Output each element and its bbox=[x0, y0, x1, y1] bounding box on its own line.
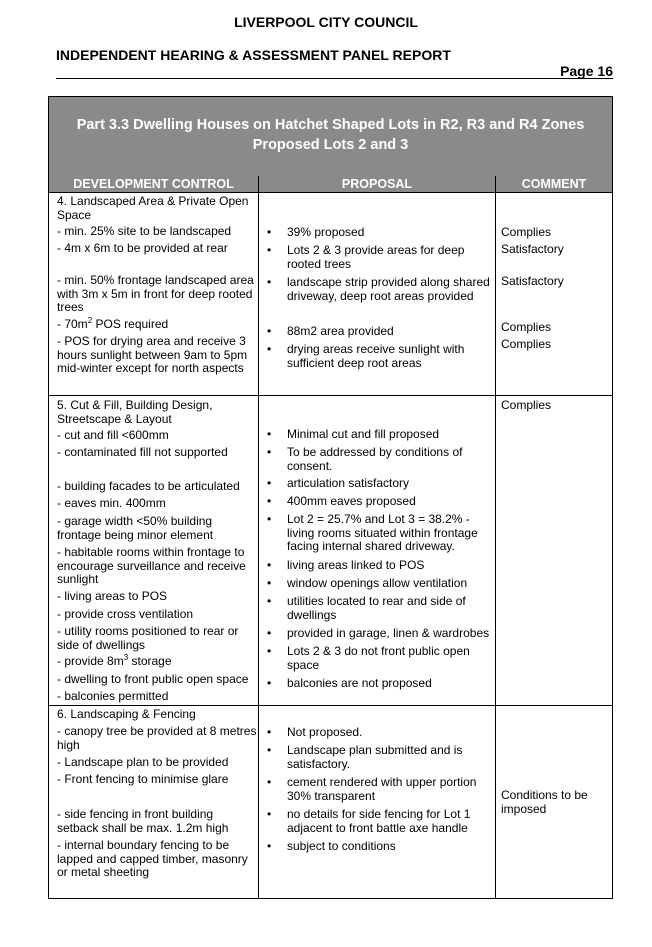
control-item: - cut and fill <600mm bbox=[57, 428, 169, 442]
control-item: - provide cross ventilation bbox=[57, 607, 194, 621]
control-item: - canopy tree be provided at 8 metres high bbox=[57, 724, 257, 752]
row-divider bbox=[49, 705, 612, 706]
comment-text: Satisfactory bbox=[501, 274, 564, 288]
proposal-item: • Lots 2 & 3 provide areas for deep rooted trees bbox=[287, 244, 492, 271]
header-rule bbox=[56, 78, 613, 79]
comment-text: Satisfactory bbox=[501, 242, 564, 256]
control-item: - building facades to be articulated bbox=[57, 479, 240, 493]
control-item: - 4m x 6m to be provided at rear bbox=[57, 241, 228, 255]
column-header-development-control: DEVELOPMENT CONTROL bbox=[49, 176, 258, 193]
proposal-item: • 400mm eaves proposed bbox=[287, 495, 492, 509]
control-item: - Landscape plan to be provided bbox=[57, 755, 229, 769]
comment-text: Complies bbox=[501, 225, 552, 239]
proposal-item: • drying areas receive sunlight with sufficient deep root areas bbox=[287, 343, 492, 370]
column-header-comment: COMMENT bbox=[496, 176, 612, 193]
proposal-item: • provided in garage, linen & wardrobes bbox=[287, 627, 492, 641]
proposal-item: • living areas linked to POS bbox=[287, 559, 492, 573]
column-divider bbox=[495, 176, 496, 898]
control-item: - dwelling to front public open space bbox=[57, 672, 249, 686]
proposal-item: • utilities located to rear and side of dwellings bbox=[287, 595, 492, 622]
proposal-item: • Minimal cut and fill proposed bbox=[287, 428, 492, 442]
control-item: - eaves min. 400mm bbox=[57, 496, 166, 510]
column-header-proposal: PROPOSAL bbox=[259, 176, 495, 193]
comment-text: Conditions to be imposed bbox=[501, 788, 588, 816]
comment-text: Complies bbox=[501, 320, 552, 334]
section-heading: 5. Cut & Fill, Building Design, Streetscape & Layout bbox=[57, 398, 213, 426]
section-heading: 4. Landscaped Area & Private Open Space bbox=[57, 194, 249, 222]
control-item: - internal boundary fencing to be lapped and capped timber, masonry or metal sheeting bbox=[57, 838, 248, 879]
proposal-item: • window openings allow ventilation bbox=[287, 577, 492, 591]
control-item: - habitable rooms within frontage to encourage surveillance and receive sunlight bbox=[57, 545, 246, 586]
control-item: - POS for drying area and receive 3 hours sunlight between 9am to 5pm mid-winter except for north aspects bbox=[57, 334, 248, 375]
proposal-item: • articulation satisfactory bbox=[287, 477, 492, 491]
control-item: - $70m^2$ POS required bbox=[57, 316, 169, 331]
row-divider bbox=[49, 395, 612, 396]
control-item: - min. 50% frontage landscaped area with 3m x 5m in front for deep rooted trees bbox=[57, 273, 254, 314]
control-item: - min. 25% site to be landscaped bbox=[57, 224, 232, 238]
control-item: - garage width <50% building frontage being minor element bbox=[57, 514, 214, 542]
comment-text: Complies bbox=[501, 337, 552, 351]
proposal-item: • To be addressed by conditions of consent. bbox=[287, 446, 492, 473]
proposal-item: • Landscape plan submitted and is satisfactory. bbox=[287, 744, 492, 771]
section-heading: 6. Landscaping & Fencing bbox=[57, 707, 196, 721]
proposal-item: • landscape strip provided along shared driveway, deep root areas provided bbox=[287, 276, 492, 303]
control-item: - side fencing in front building setback shall be max. 1.2m high bbox=[57, 807, 229, 835]
proposal-item: • 39% proposed bbox=[287, 226, 492, 240]
proposal-item: • subject to conditions bbox=[287, 840, 492, 854]
proposal-item: • Lot 2 = 25.7% and Lot 3 = 38.2% - living rooms situated within frontage facing internal shared driveway. bbox=[287, 513, 492, 554]
control-item: - provide $8m^3$ storage bbox=[57, 653, 172, 668]
control-item: - living areas to POS bbox=[57, 589, 168, 603]
proposal-item: • cement rendered with upper portion 30% transparent bbox=[287, 776, 492, 803]
banner-subtitle: Proposed Lots 2 and 3 bbox=[252, 137, 409, 153]
proposal-item: • Lots 2 & 3 do not front public open space bbox=[287, 645, 492, 672]
control-item: - contaminated fill not supported bbox=[57, 445, 228, 459]
column-divider bbox=[258, 176, 259, 898]
control-item: - Front fencing to minimise glare bbox=[57, 772, 229, 786]
proposal-item: • 88m2 area provided bbox=[287, 325, 492, 339]
comment-text: Complies bbox=[501, 398, 552, 412]
council-title: LIVERPOOL CITY COUNCIL bbox=[234, 14, 418, 30]
banner-title: Part 3.3 Dwelling Houses on Hatchet Shaped Lots in R2, R3 and R4 Zones bbox=[76, 117, 585, 133]
proposal-item: • balconies are not proposed bbox=[287, 677, 492, 691]
proposal-item: • no details for side fencing for Lot 1 adjacent to front battle axe handle bbox=[287, 808, 492, 835]
table-banner bbox=[49, 97, 612, 177]
control-item: - utility rooms positioned to rear or side of dwellings bbox=[57, 624, 239, 652]
page-number: Page 16 bbox=[560, 63, 613, 79]
report-title: INDEPENDENT HEARING & ASSESSMENT PANEL REPORT bbox=[56, 47, 451, 63]
assessment-table bbox=[48, 96, 613, 899]
control-item: - balconies permitted bbox=[57, 689, 169, 703]
proposal-item: • Not proposed. bbox=[287, 726, 492, 740]
